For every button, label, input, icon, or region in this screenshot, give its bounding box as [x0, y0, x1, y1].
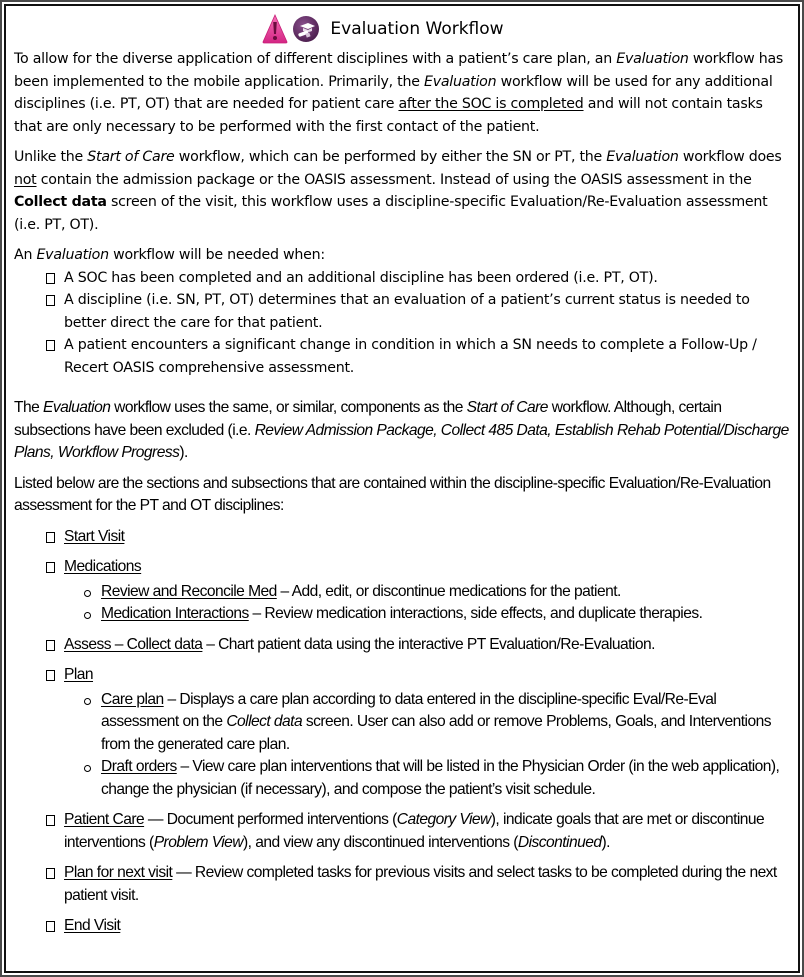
emphasis-evaluation: Evaluation — [616, 51, 689, 67]
text: workflow does — [678, 149, 782, 165]
subsection-care-plan — [64, 689, 792, 757]
square-bullet-icon — [46, 670, 55, 681]
listed-below-paragraph: Listed below are the sections and subsections that are contained within the discipline-specific Evaluation/Re-Evaluation assessment for the PT and OT disciplines: — [14, 474, 771, 514]
text: The — [14, 399, 44, 416]
section-plan-next-visit — [14, 862, 792, 907]
condition-text: A discipline (i.e. SN, PT, OT) determines that an evaluation of a patient’s current status is needed to better direct the care for that patient. — [64, 292, 750, 331]
subsection-desc: screen. User can also add or remove Problems, Goals, and Interventions from the generated care plan. — [101, 713, 771, 753]
emphasis-discontinued: Discontinued — [517, 833, 602, 851]
document-content — [14, 10, 792, 952]
square-bullet-icon — [46, 295, 55, 306]
text: workflow will be needed when: — [108, 247, 325, 263]
section-link-medications[interactable]: Medications — [64, 558, 142, 575]
medications-subsections — [64, 581, 792, 626]
section-link-plan-next-visit[interactable]: Plan for next visit — [64, 864, 173, 881]
section-desc: ), and view any discontinued interventions ( — [243, 833, 518, 851]
needed-when-paragraph — [14, 244, 792, 267]
section-desc: – Chart patient data using the interactive PT Evaluation/Re-Evaluation. — [202, 635, 655, 653]
section-end-visit — [14, 915, 792, 938]
section-desc: ). — [601, 833, 610, 851]
plan-subsections — [64, 689, 792, 802]
page-header — [14, 10, 792, 48]
condition-item — [14, 289, 792, 334]
text: ). — [179, 444, 188, 461]
square-bullet-icon — [46, 562, 55, 573]
subsection-medication-interactions — [64, 603, 792, 626]
text: Unlike the — [14, 149, 88, 165]
section-desc: — Document performed interventions ( — [144, 811, 397, 828]
subsection-desc: – Displays a care plan according to data entered in the discipline-specific Eval/Re-Eval assessment on the — [101, 690, 717, 730]
text: and will not contain tasks that are only necessary to be performed with the first contact of the patient. — [14, 96, 763, 135]
comparison-paragraph — [14, 146, 792, 236]
components-paragraph — [14, 397, 792, 465]
warning-triangle-icon — [262, 14, 288, 44]
square-bullet-icon — [46, 640, 55, 651]
section-assess — [14, 634, 792, 657]
circle-bullet-icon — [84, 590, 91, 597]
subsection-desc: – Review medication interactions, side effects, and duplicate therapies. — [248, 605, 703, 622]
square-bullet-icon — [46, 340, 55, 351]
emphasis-evaluation: Evaluation — [423, 73, 497, 90]
graduation-cap-icon — [292, 15, 320, 43]
section-desc: — Review completed tasks for previous visits and select tasks to be completed during the next patient visit. — [64, 864, 777, 904]
emphasis-problem-view: Problem View — [153, 833, 244, 851]
sections-list — [14, 526, 792, 938]
text: An — [14, 247, 37, 263]
subsection-desc: – Add, edit, or discontinue medications for the patient. — [276, 582, 621, 600]
emphasis-start-of-care: Start of Care — [466, 399, 548, 416]
circle-bullet-icon — [84, 698, 91, 705]
condition-text: A SOC has been completed and an additional discipline has been ordered (i.e. PT, OT). — [64, 269, 658, 286]
circle-bullet-icon — [84, 765, 91, 772]
text: To allow for the diverse application of different disciplines with a patient’s care plan, an — [14, 51, 617, 67]
sections-block — [14, 397, 792, 938]
condition-item — [14, 334, 792, 379]
subsection-desc: – View care plan interventions that will be listed in the Physician Order (in the web application), change the physician (if necessary), and compose the patient’s visit schedule. — [101, 758, 780, 798]
emphasis-collect-data: Collect data — [226, 713, 303, 730]
subsection-review-reconcile — [64, 581, 792, 604]
subsection-link-care-plan[interactable]: Care plan — [101, 690, 164, 708]
section-start-visit — [14, 526, 792, 549]
emphasis-category-view: Category View — [396, 811, 491, 828]
square-bullet-icon — [46, 273, 55, 284]
section-patient-care — [14, 809, 792, 854]
text: screen of the visit, this workflow uses a discipline-specific Evaluation/Re-Evaluation assessment (i.e. PT, OT). — [14, 194, 768, 233]
underlined-phrase: after the SOC is completed — [398, 96, 584, 112]
text: contain the admission package or the OASIS assessment. Instead of using the OASIS assessment in the — [36, 171, 752, 188]
condition-item — [14, 267, 792, 290]
text: workflow will be used for any additional disciplines (i.e. PT, OT) that are needed for patient care — [14, 73, 773, 112]
emphasis-start-of-care: Start of Care — [87, 149, 175, 165]
square-bullet-icon — [46, 532, 55, 543]
condition-text: A patient encounters a significant change in condition in which a SN needs to complete a Follow-Up / Recert OASIS comprehensive assessment. — [64, 337, 757, 376]
subsection-link-draft-orders[interactable]: Draft orders — [101, 758, 177, 775]
circle-bullet-icon — [84, 612, 91, 619]
square-bullet-icon — [46, 921, 55, 932]
square-bullet-icon — [46, 868, 55, 879]
text: workflow has been implemented to the mobile application. Primarily, the — [14, 51, 784, 90]
section-link-patient-care[interactable]: Patient Care — [64, 811, 145, 828]
emphasis-evaluation: Evaluation — [43, 399, 111, 416]
section-plan — [14, 664, 792, 801]
intro-paragraph — [14, 48, 792, 138]
section-link-end-visit[interactable]: End Visit — [64, 917, 121, 934]
text: workflow. Although, certain subsections have been excluded (i.e. — [14, 399, 722, 439]
section-link-plan[interactable]: Plan — [64, 666, 94, 683]
square-bullet-icon — [46, 815, 55, 826]
underlined-not: not — [14, 171, 37, 188]
excluded-subsections: Review Admission Package, Collect 485 Data, Establish Rehab Potential/Discharge Plans, Workflow Progress — [14, 421, 789, 461]
text: workflow uses the same, or similar, components as the — [110, 399, 467, 416]
conditions-list — [14, 267, 792, 380]
section-medications — [14, 556, 792, 626]
emphasis-evaluation: Evaluation — [36, 247, 109, 263]
bold-collect-data: Collect data — [14, 194, 107, 210]
section-link-start-visit[interactable]: Start Visit — [64, 527, 125, 545]
section-link-assess[interactable]: Assess – Collect data — [64, 635, 203, 653]
subsection-draft-orders — [64, 756, 792, 801]
text: workflow, which can be performed by either the SN or PT, the — [174, 149, 607, 165]
page-title: Evaluation Workflow — [330, 19, 504, 39]
subsection-link-medication-interactions[interactable]: Medication Interactions — [101, 605, 249, 622]
section-desc: ), indicate goals that are met or discontinue interventions ( — [64, 811, 765, 851]
header-icons — [262, 14, 320, 44]
subsection-link-review-reconcile[interactable]: Review and Reconcile Med — [101, 582, 277, 600]
emphasis-evaluation: Evaluation — [606, 149, 679, 165]
